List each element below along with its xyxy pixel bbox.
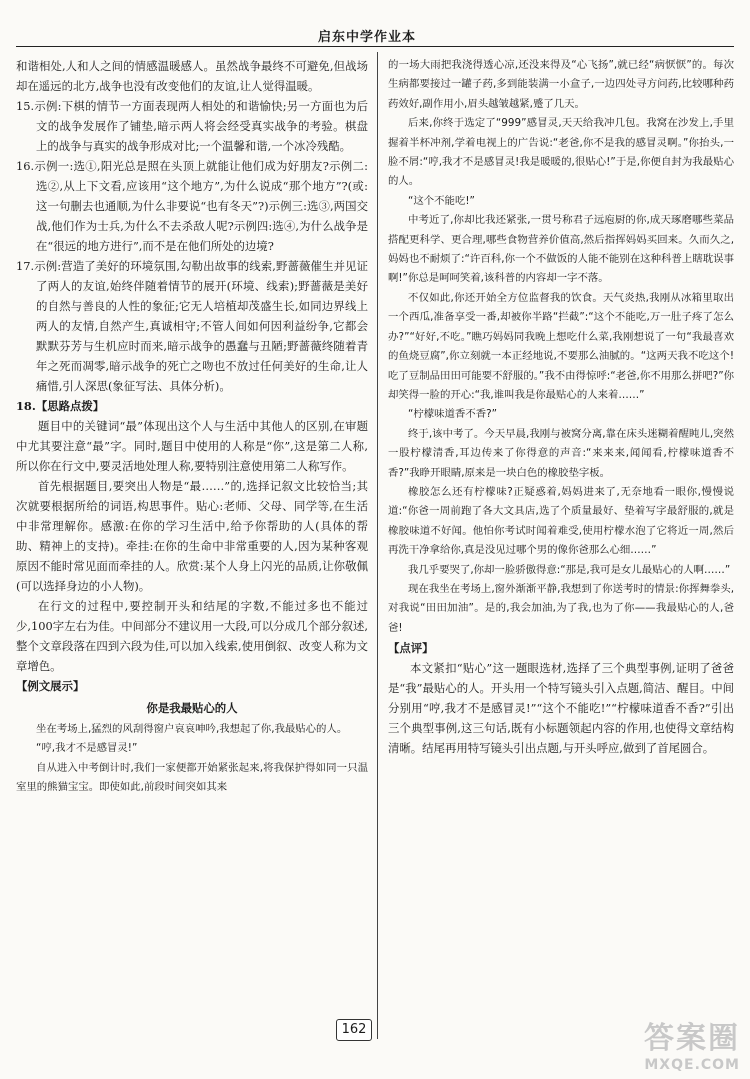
guide-paragraph-3: 在行文的过程中,要控制开头和结尾的字数,不能过多也不能过少,100字左右为佳。中间部分不建议用一大段,可以分成几个部分叙述,整个文章段落在四到六段为佳,可以加入线索,使用倒叙、改变人称为文章增色。 xyxy=(16,599,368,673)
page-number: 162 xyxy=(336,1019,372,1041)
essay-subheading: “这个不能吃!” xyxy=(408,194,475,207)
answer-17: 17.示例:营造了美好的环境氛围,勾勒出故事的线索,野蔷薇催生并见证了两人的友谊,始终伴随着情节的展开(环境、线索);野蔷薇是美好的自然与善良的人性的象征;它无人培植却茂盛生长,如同边界线上两人的友情,自然产生,真诚相守;不管人间如何因利益纷争,它都会默默芬芳与生机应时而来,暗示战争的愚蠢与丑陋;野蔷薇终随着青年之死而凋零,暗示战争的死亡之吻也不放过任何美好的生命,让人痛惜,引人深思(象征写法、具体分析)。 xyxy=(16,259,368,393)
essay-paragraph: 自从进入中考倒计时,我们一家便都开始紧张起来,将我保护得如同一只温室里的熊猫宝宝。即使如此,前段时间突如其来 xyxy=(16,761,368,794)
essay-paragraph: 的一场大雨把我浇得透心凉,还没来得及“心飞扬”,就已经“病恹恹”的。每次生病都要接过一罐子药,多到能装满一小盒子,一边四处寻方问药,比较哪种药药效好,副作用小,眉头越皱越紧,蹙了几天。 xyxy=(388,59,734,110)
watermark-text: 答案圈 xyxy=(644,1021,740,1056)
essay-paragraph: 坐在考场上,猛烈的风刮得窗户哀哀呻吟,我想起了你,我最贴心的人。 xyxy=(36,723,348,735)
watermark-logo xyxy=(644,1013,740,1073)
header-title: 启东中学作业本 xyxy=(318,30,417,45)
essay-title: 你是我最贴心的人 xyxy=(146,701,238,715)
answer-18-heading: 18.【思路点拨】 xyxy=(16,399,105,413)
guide-paragraph-1: 题目中的关键词“最”体现出这个人与生活中其他人的区别,在审题中尤其要注意“最”字。同时,题目中使用的人称是“你”,这是第二人称,所以你在行文中,要灵活地处理人称,要特别注意使用第二人称写作。 xyxy=(16,419,368,473)
essay-paragraph: 中考近了,你却比我还紧张,一贯号称君子远庖厨的你,成天琢磨哪些菜品搭配更科学、更合理,哪些食物营养价值高,然后指挥妈妈买回来。久而久之,妈妈也不耐烦了:“许百科,你一个不做饭的人能不能别在这种科普上瞎耽误事啊!”你总是呵呵笑着,该科普的内容却一字不落。 xyxy=(388,214,734,285)
essay-subheading: “柠檬味道香不香?” xyxy=(408,408,498,421)
essay-paragraph: 我几乎要哭了,你却一脸骄傲得意:“那是,我可是女儿最贴心的人啊……” xyxy=(408,563,731,576)
answer-16: 16.示例一:选①,阳光总是照在头顶上就能让他们成为好朋友?示例二:选②,从上下文看,应该用“这个地方”,为什么说成“那个地方”?(或:这一句删去也通顺,为什么非要说“也有冬天”?)示例三:选③,两国交战,他们作为士兵,为什么不去杀敌人呢?示例四:选④,为什么战争是在“很远的地方进行”,而不是在他们所处的边境? xyxy=(16,159,368,253)
essay-paragraph: 不仅如此,你还开始全方位监督我的饮食。天气炎热,我刚从冰箱里取出一个西瓜,准备享受一番,却被你半路“拦截”:“这个不能吃,万一肚子疼了怎么办?”“好好,不吃。”瞧巧妈妈同我晚上想吃什么菜,我刚想说了一句“我最喜欢的鱼烧豆腐”,你立刻就一本正经地说,不要那么油腻的。“这两天我不吃这个!吃了豆制品田田可能要不舒服的。”我不由得惊呼:“老爸,你不用那么拼吧?”你却笑得一脸的开心:“我,谁叫我是你最贴心的人来着……” xyxy=(388,291,734,401)
left-column xyxy=(16,56,368,798)
essay-paragraph: 后来,你终于选定了“999”感冒灵,天天给我冲几包。我窝在沙发上,手里握着半杯冲剂,学着电视上的广告说:“老爸,你不是我的感冒灵啊。”你抬头,一脸不屑:“哼,我才不是感冒灵!我是暖暖的,很贴心!”于是,你便自封为我最贴心的人。 xyxy=(388,117,734,188)
right-column xyxy=(388,56,734,758)
essay-paragraph: 现在我坐在考场上,窗外渐渐平静,我想到了你送考时的情景:你挥舞拳头,对我说“田田加油”。是的,我会加油,为了我,也为了你——我最贴心的人,爸爸! xyxy=(388,582,734,634)
column-divider xyxy=(377,52,378,1039)
header-rule xyxy=(16,46,734,47)
essay-paragraph: “哼,我才不是感冒灵!” xyxy=(36,742,138,755)
essay-paragraph: 终于,该中考了。今天早晨,我刚与被窝分离,靠在床头迷糊着醒盹儿,突然一股柠檬清香,耳边传来了你得意的声音:“来来来,闻闻看,柠檬味道香不香?”我睁开眼睛,原来是一块白色的橡胶垫字板。 xyxy=(388,427,734,479)
example-heading: 【例文展示】 xyxy=(16,679,85,693)
guide-paragraph-2: 首先根据题目,要突出人物是“最……”的,选择记叙文比较恰当;其次就要根据所给的词语,构思事件。贴心:老师、父母、同学等,在生活中非常理解你。感激:在你的学习生活中,给予你帮助的人(具体的帮助、精神上的支持)。牵挂:在你的生命中非常重要的人,因为某种客观原因不能时常见面而牵挂的人。欣赏:某个人身上闪光的品质,让你敬佩(可以选择身边的小人物)。 xyxy=(16,479,368,593)
intro-paragraph: 和谐相处,人和人之间的情感温暖感人。虽然战争最终不可避免,但战场却在遥远的北方,战争也没有改变他们的友谊,让人觉得温暖。 xyxy=(16,59,368,93)
watermark-url: MXQE.COM xyxy=(644,1057,740,1073)
page-header xyxy=(0,24,750,46)
answer-15: 15.示例:下棋的情节一方面表现两人相处的和谐愉快;另一方面也为后文的战争发展作了铺垫,暗示两人将会经受真实战争的考验。棋盘上的战争与真实的战争形成对比;一个温馨和谐,一个冰冷残酷。 xyxy=(16,99,368,153)
essay-paragraph: 橡胶怎么还有柠檬味?正疑惑着,妈妈进来了,无奈地看一眼你,慢慢说道:“你爸一周前跑了各大文具店,选了个质量最好、垫着写字最舒服的,就是橡胶味道不好闻。他怕你考试时闻着难受,使用柠檬水泡了它将近一周,然后再洗干净拿给你,真是没见过哪个男的像你爸那么心细……” xyxy=(388,485,734,557)
review-paragraph: 本文紧扣“贴心”这一题眼选材,选择了三个典型事例,证明了爸爸是“我”最贴心的人。开头用一个特写镜头引入点题,简洁、醒目。中间分别用“哼,我才不是感冒灵!”“这个不能吃!”“柠檬味道香不香?”引出三个典型事例,这三句话,既有小标题领起内容的作用,也使得文章结构清晰。结尾再用特写镜头引出点题,与开头呼应,做到了首尾圆合。 xyxy=(388,661,734,756)
review-heading: 【点评】 xyxy=(388,641,434,656)
